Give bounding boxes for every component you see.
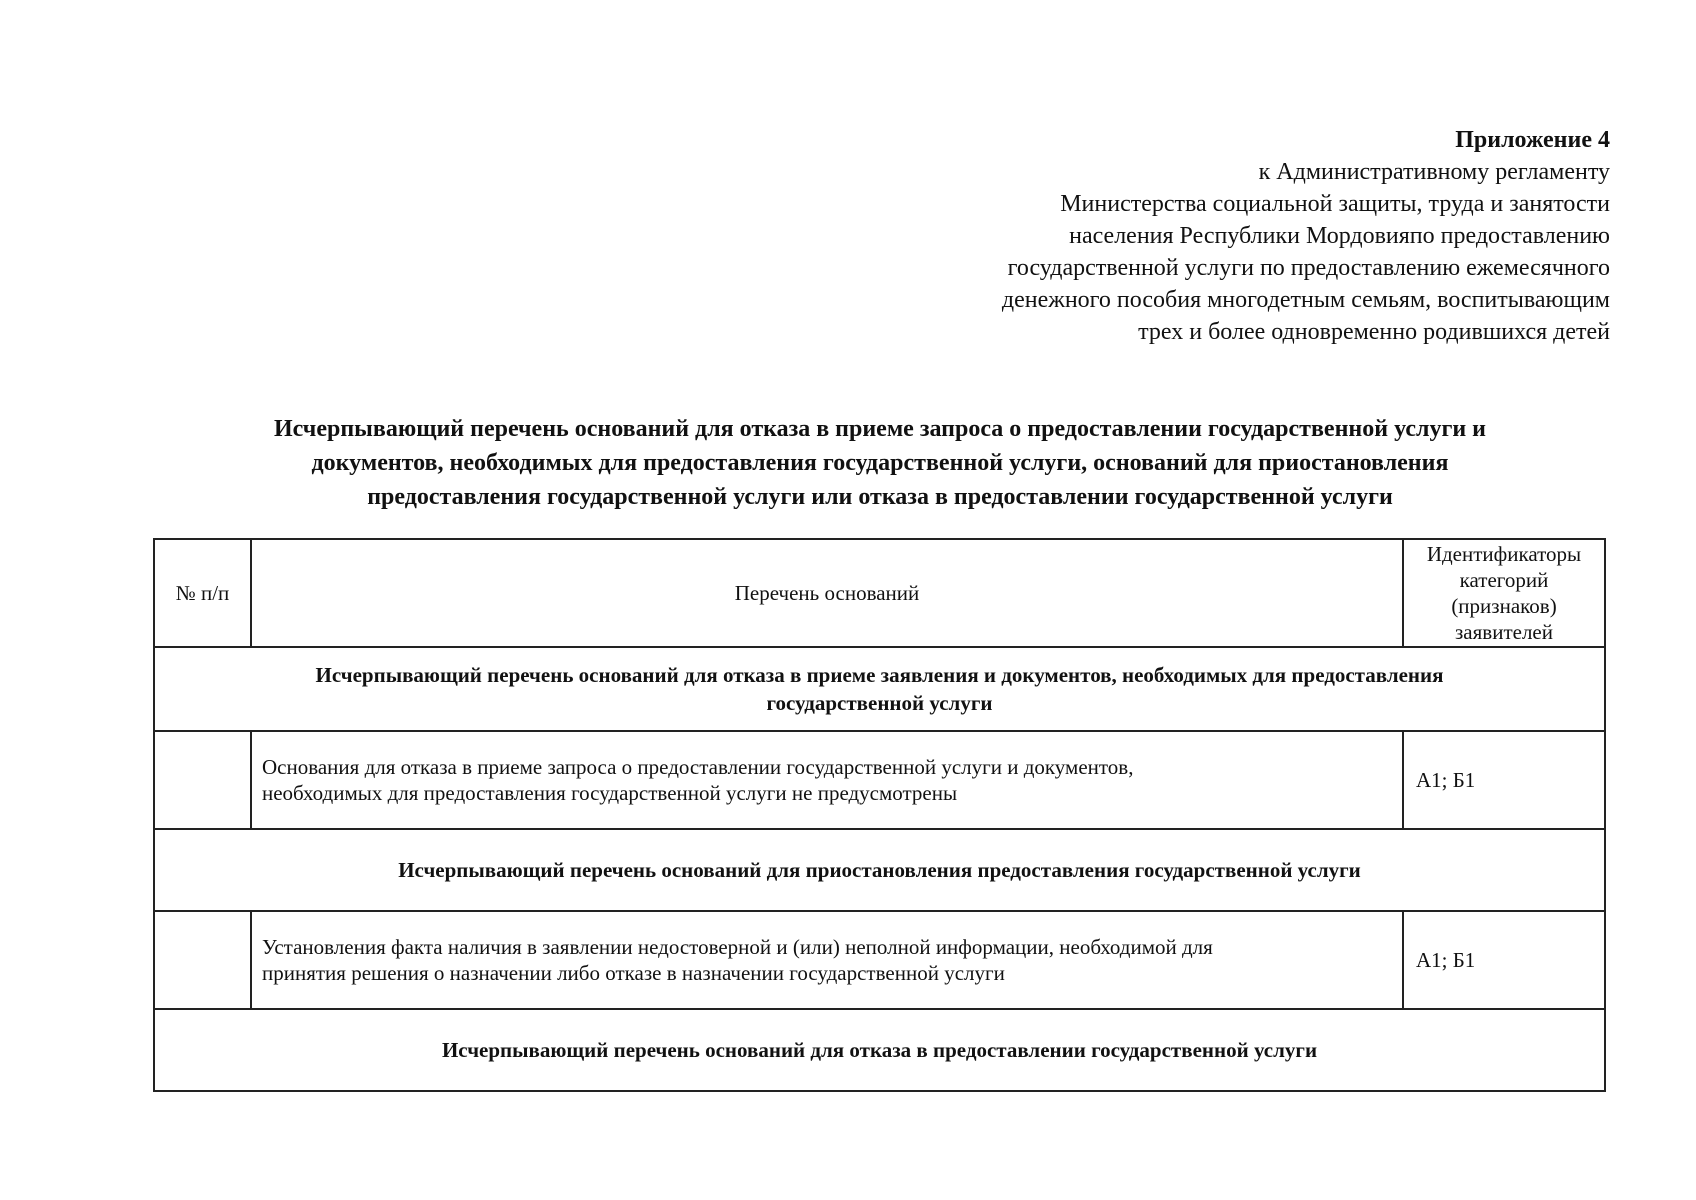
row-applicant-ids: А1; Б1 (1416, 768, 1476, 792)
document-title-line: документов, необходимых для предоставления государственной услуги, оснований для приостановления (311, 450, 1449, 476)
appendix-line: денежного пособия многодетным семьям, воспитывающим (1001, 287, 1610, 313)
table-row (155, 912, 1604, 1010)
section-row-refusal-service (155, 1010, 1604, 1092)
header-applicant-ids (1404, 540, 1604, 646)
section-heading-line: государственной услуги (766, 691, 993, 715)
header-applicant-ids-line: заявителей (1455, 620, 1553, 644)
row-grounds-line: необходимых для предоставления государственной услуги не предусмотрены (262, 781, 958, 805)
header-applicant-ids-line: Идентификаторы (1426, 542, 1582, 566)
row-applicant-ids: А1; Б1 (1416, 948, 1476, 972)
section-heading: Исчерпывающий перечень оснований для отказа в предоставлении государственной услуги (441, 1038, 1318, 1062)
section-row-refusal-reception (155, 648, 1604, 732)
header-grounds-list: Перечень оснований (252, 540, 1404, 646)
row-number (155, 732, 252, 828)
section-row-suspension (155, 830, 1604, 912)
appendix-title: Приложение 4 (1455, 127, 1610, 153)
appendix-line: населения Республики Мордовияпо предоставлению (1069, 223, 1610, 249)
header-applicant-ids-line: категорий (1459, 568, 1549, 592)
row-grounds-text (252, 732, 1404, 828)
section-heading: Исчерпывающий перечень оснований для приостановления предоставления государственной услуги (398, 858, 1361, 882)
row-grounds-line: принятия решения о назначении либо отказе в назначении государственной услуги (262, 961, 1005, 985)
section-heading (155, 648, 1604, 730)
header-applicant-ids-line: (признаков) (1451, 594, 1557, 618)
row-number (155, 912, 252, 1008)
document-title-line: предоставления государственной услуги или отказа в предоставлении государственной услуги (367, 484, 1393, 510)
grounds-table (153, 538, 1606, 1092)
table-header-row (155, 540, 1604, 648)
document-title (150, 412, 1610, 514)
appendix-line: государственной услуги по предоставлению ежемесячного (1007, 255, 1610, 281)
appendix-line: трех и более одновременно родившихся детей (1138, 319, 1610, 345)
appendix-block (850, 124, 1610, 348)
row-grounds-line: Установления факта наличия в заявлении недостоверной и (или) неполной информации, необходимой для (262, 935, 1213, 959)
appendix-line: Министерства социальной защиты, труда и занятости (1060, 191, 1610, 217)
document-title-line: Исчерпывающий перечень оснований для отказа в приеме запроса о предоставлении государственной услуги и (273, 416, 1487, 442)
row-grounds-text (252, 912, 1404, 1008)
row-grounds-line: Основания для отказа в приеме запроса о предоставлении государственной услуги и документов, (262, 755, 1134, 779)
appendix-line: к Административному регламенту (1258, 159, 1610, 185)
table-row (155, 732, 1604, 830)
header-number: № п/п (155, 540, 252, 646)
section-heading-line: Исчерпывающий перечень оснований для отказа в приеме заявления и документов, необходимых для предоставления (315, 663, 1444, 687)
